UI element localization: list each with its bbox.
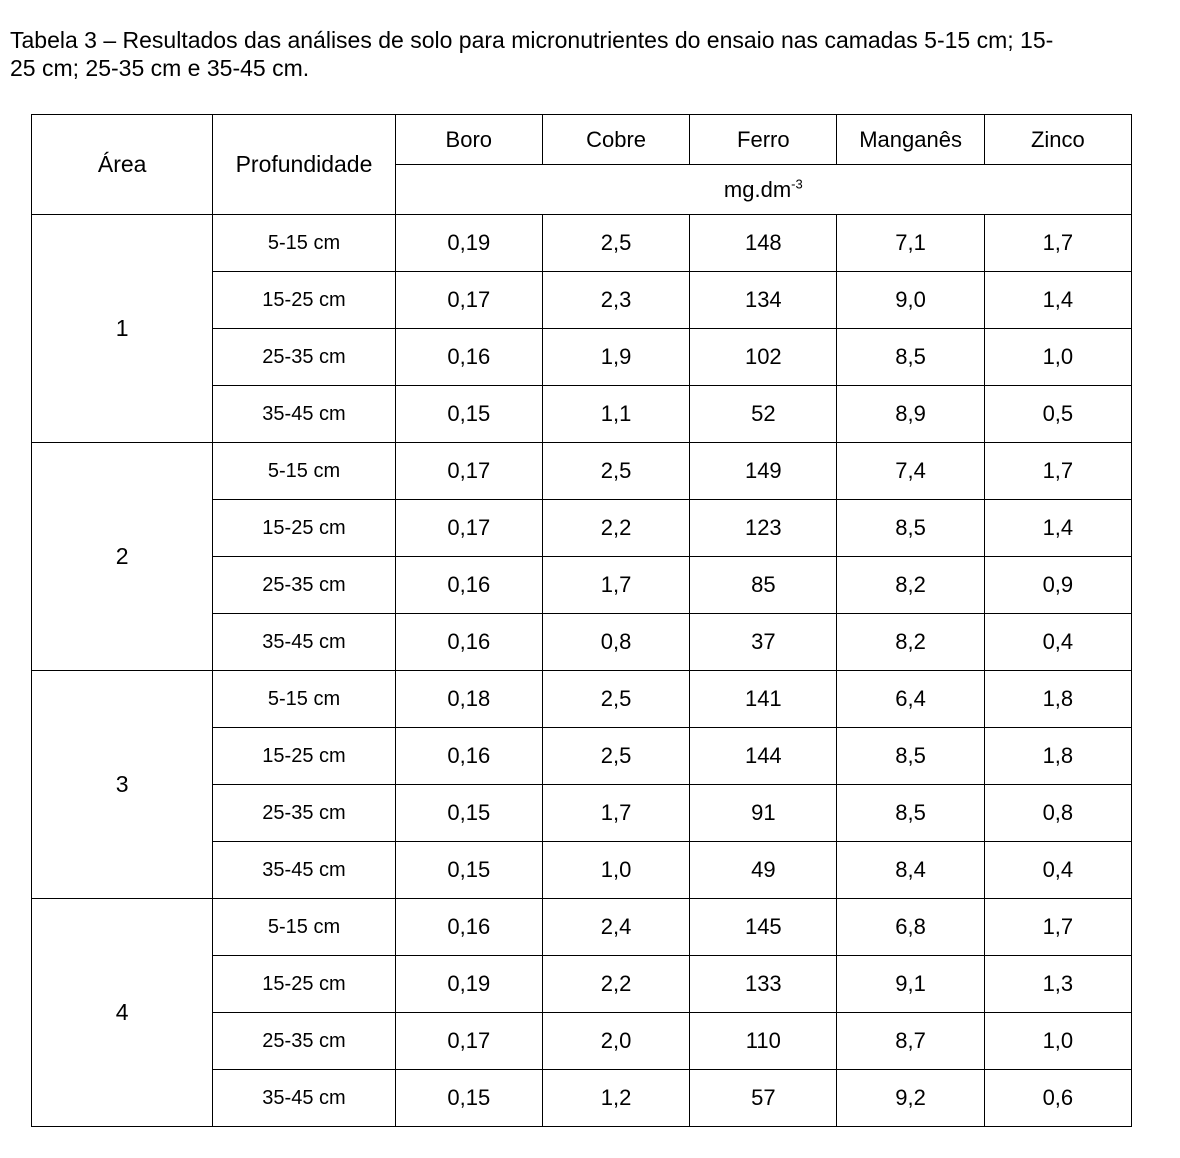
unit-exponent: -3 [791, 176, 803, 192]
value-cell: 1,7 [542, 785, 689, 842]
table-row [32, 215, 1132, 272]
value-cell: 1,0 [542, 842, 689, 899]
value-cell: 0,16 [395, 557, 542, 614]
depth-cell: 15-25 cm [213, 500, 395, 557]
header-boro: Boro [395, 115, 542, 165]
value-cell: 141 [690, 671, 837, 728]
value-cell: 0,15 [395, 1070, 542, 1127]
value-cell: 1,0 [984, 1013, 1131, 1070]
depth-cell: 5-15 cm [213, 671, 395, 728]
value-cell: 0,19 [395, 956, 542, 1013]
value-cell: 8,5 [837, 329, 984, 386]
value-cell: 0,16 [395, 899, 542, 956]
value-cell: 8,4 [837, 842, 984, 899]
value-cell: 2,5 [542, 443, 689, 500]
value-cell: 1,9 [542, 329, 689, 386]
value-cell: 1,4 [984, 500, 1131, 557]
value-cell: 0,4 [984, 842, 1131, 899]
value-cell: 1,0 [984, 329, 1131, 386]
table-row [32, 443, 1132, 500]
value-cell: 8,7 [837, 1013, 984, 1070]
area-cell: 2 [32, 443, 213, 671]
value-cell: 1,4 [984, 272, 1131, 329]
caption-line-1: Tabela 3 – Resultados das análises de solo para micronutrientes do ensaio nas camadas 5-15 cm; 15- [10, 27, 1054, 53]
value-cell: 145 [690, 899, 837, 956]
header-depth: Profundidade [213, 115, 395, 215]
value-cell: 8,5 [837, 500, 984, 557]
value-cell: 0,17 [395, 272, 542, 329]
value-cell: 0,9 [984, 557, 1131, 614]
header-ferro: Ferro [690, 115, 837, 165]
value-cell: 9,0 [837, 272, 984, 329]
value-cell: 1,7 [984, 443, 1131, 500]
depth-cell: 5-15 cm [213, 215, 395, 272]
value-cell: 123 [690, 500, 837, 557]
value-cell: 0,8 [542, 614, 689, 671]
depth-cell: 15-25 cm [213, 956, 395, 1013]
value-cell: 8,5 [837, 728, 984, 785]
value-cell: 49 [690, 842, 837, 899]
depth-cell: 35-45 cm [213, 386, 395, 443]
header-area: Área [32, 115, 213, 215]
value-cell: 91 [690, 785, 837, 842]
value-cell: 1,8 [984, 671, 1131, 728]
value-cell: 133 [690, 956, 837, 1013]
value-cell: 110 [690, 1013, 837, 1070]
value-cell: 2,4 [542, 899, 689, 956]
value-cell: 0,15 [395, 842, 542, 899]
depth-cell: 25-35 cm [213, 1013, 395, 1070]
depth-cell: 5-15 cm [213, 443, 395, 500]
value-cell: 149 [690, 443, 837, 500]
value-cell: 8,2 [837, 614, 984, 671]
depth-cell: 5-15 cm [213, 899, 395, 956]
value-cell: 0,4 [984, 614, 1131, 671]
value-cell: 7,1 [837, 215, 984, 272]
unit-base: mg.dm [723, 176, 792, 202]
value-cell: 6,4 [837, 671, 984, 728]
value-cell: 2,2 [542, 956, 689, 1013]
value-cell: 144 [690, 728, 837, 785]
value-cell: 0,16 [395, 614, 542, 671]
value-cell: 6,8 [837, 899, 984, 956]
value-cell: 0,15 [395, 386, 542, 443]
value-cell: 85 [690, 557, 837, 614]
value-cell: 0,16 [395, 329, 542, 386]
value-cell: 0,17 [395, 500, 542, 557]
depth-cell: 35-45 cm [213, 842, 395, 899]
value-cell: 2,5 [542, 671, 689, 728]
table-body [32, 215, 1132, 1127]
value-cell: 0,8 [984, 785, 1131, 842]
depth-cell: 25-35 cm [213, 557, 395, 614]
table-row [32, 899, 1132, 956]
caption-line-2: 25 cm; 25-35 cm e 35-45 cm. [10, 55, 310, 81]
area-cell: 3 [32, 671, 213, 899]
header-row-nutrients [32, 115, 1132, 165]
value-cell: 1,7 [984, 215, 1131, 272]
value-cell: 0,19 [395, 215, 542, 272]
value-cell: 8,2 [837, 557, 984, 614]
value-cell: 0,18 [395, 671, 542, 728]
header-cobre: Cobre [542, 115, 689, 165]
value-cell: 148 [690, 215, 837, 272]
depth-cell: 35-45 cm [213, 614, 395, 671]
value-cell: 37 [690, 614, 837, 671]
area-cell: 4 [32, 899, 213, 1127]
value-cell: 8,9 [837, 386, 984, 443]
table-caption [10, 26, 1170, 82]
header-unit [395, 165, 1131, 215]
depth-cell: 35-45 cm [213, 1070, 395, 1127]
value-cell: 134 [690, 272, 837, 329]
table-header [32, 115, 1132, 215]
value-cell: 102 [690, 329, 837, 386]
value-cell: 0,16 [395, 728, 542, 785]
value-cell: 8,5 [837, 785, 984, 842]
area-cell: 1 [32, 215, 213, 443]
value-cell: 1,8 [984, 728, 1131, 785]
value-cell: 2,5 [542, 728, 689, 785]
value-cell: 57 [690, 1070, 837, 1127]
depth-cell: 25-35 cm [213, 329, 395, 386]
value-cell: 2,2 [542, 500, 689, 557]
value-cell: 1,7 [984, 899, 1131, 956]
value-cell: 1,1 [542, 386, 689, 443]
value-cell: 7,4 [837, 443, 984, 500]
value-cell: 2,5 [542, 215, 689, 272]
value-cell: 2,3 [542, 272, 689, 329]
table-row [32, 671, 1132, 728]
value-cell: 0,5 [984, 386, 1131, 443]
value-cell: 9,1 [837, 956, 984, 1013]
value-cell: 0,17 [395, 1013, 542, 1070]
header-manganes: Manganês [837, 115, 984, 165]
depth-cell: 15-25 cm [213, 728, 395, 785]
header-zinco: Zinco [984, 115, 1131, 165]
value-cell: 1,2 [542, 1070, 689, 1127]
value-cell: 0,6 [984, 1070, 1131, 1127]
value-cell: 52 [690, 386, 837, 443]
micronutrients-table [31, 114, 1132, 1127]
value-cell: 1,3 [984, 956, 1131, 1013]
depth-cell: 15-25 cm [213, 272, 395, 329]
depth-cell: 25-35 cm [213, 785, 395, 842]
value-cell: 1,7 [542, 557, 689, 614]
value-cell: 0,17 [395, 443, 542, 500]
value-cell: 9,2 [837, 1070, 984, 1127]
value-cell: 2,0 [542, 1013, 689, 1070]
value-cell: 0,15 [395, 785, 542, 842]
